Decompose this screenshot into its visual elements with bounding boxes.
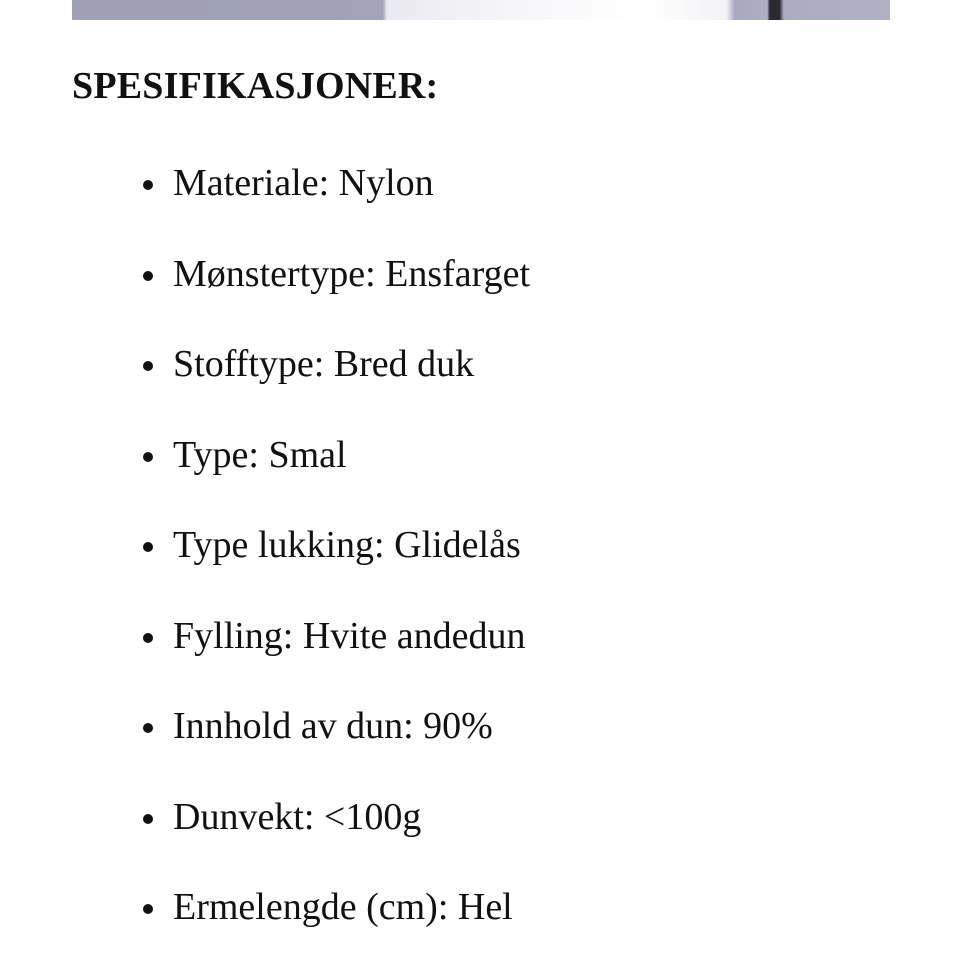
spec-item-pattern-type xyxy=(0,251,530,342)
bullet-icon xyxy=(143,271,153,281)
spec-text: Ermelengde (cm): Hel xyxy=(173,886,513,928)
spec-text: Mønstertype: Ensfarget xyxy=(173,252,531,295)
spec-text: Stofftype: Bred duk xyxy=(173,343,475,385)
spec-text: Type lukking: Glidelås xyxy=(173,524,521,566)
bullet-icon xyxy=(143,180,153,190)
spec-text: Innhold av dun: 90% xyxy=(173,705,493,747)
bullet-icon xyxy=(143,814,153,824)
spec-text: Dunvekt: <100g xyxy=(173,795,422,838)
specs-heading: SPESIFIKASJONER: xyxy=(72,65,439,107)
spec-item-filling xyxy=(0,613,530,704)
bullet-icon xyxy=(143,542,153,552)
spec-item-down-content xyxy=(0,703,530,794)
spec-text: Fylling: Hvite andedun xyxy=(173,614,526,657)
spec-text: Type: Smal xyxy=(173,433,347,476)
spec-item-fabric-type xyxy=(0,341,530,432)
spec-text: Materiale: Nylon xyxy=(173,162,434,204)
product-image xyxy=(72,0,890,20)
bullet-icon xyxy=(143,452,153,462)
bullet-icon xyxy=(143,723,153,733)
spec-item-type xyxy=(0,432,530,523)
spec-item-material xyxy=(0,160,530,251)
spec-item-closure-type xyxy=(0,522,530,613)
specs-list xyxy=(0,160,530,975)
bullet-icon xyxy=(143,904,153,914)
bullet-icon xyxy=(143,633,153,643)
bullet-icon xyxy=(143,361,153,371)
spec-item-down-weight xyxy=(0,794,530,885)
